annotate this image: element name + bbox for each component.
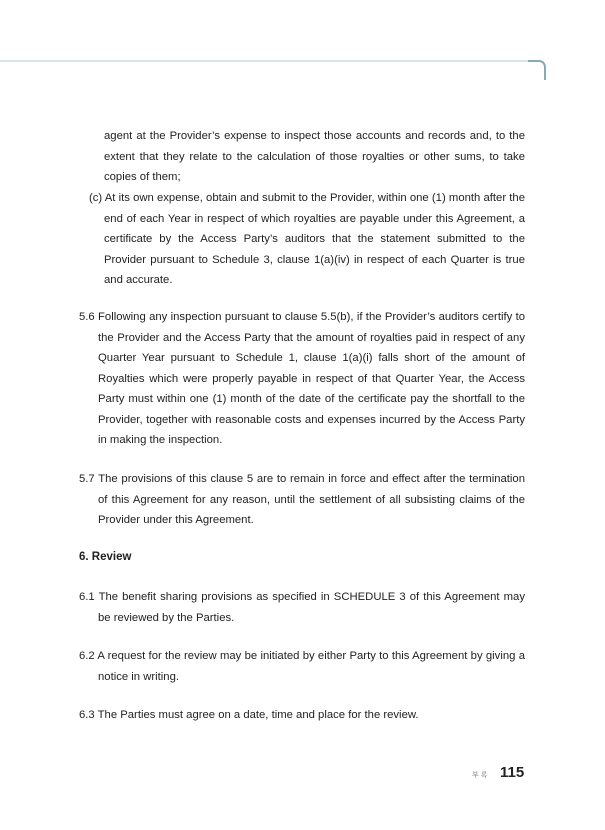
clause-6-3: 6.3 The Parties must agree on a date, time and place for the review.: [79, 709, 419, 721]
clause-5-7: 5.7 The provisions of this clause 5 are to remain in force and effect after the termination of this Agreement for any reason, until the settlement of all subsisting claims of the Provider under this Agreement.: [79, 473, 525, 526]
clause-5-6: 5.6 Following any inspection pursuant to clause 5.5(b), if the Provider’s auditors certify to the Provider and the Access Party that the amount of royalties paid in respect of any Quarter Year pursuant to Schedule 1, clause 1(a)(i) falls short of the amount of Royalties which were properly payable in respect of that Quarter Year, the Access Party must within one (1) month of the date of the certificate pay the shortfall to the Provider, together with reasonable costs and expenses incurred by the Access Party in making the inspection.: [79, 311, 525, 446]
section-heading-review: 6. Review: [79, 551, 132, 563]
page-number: 115: [500, 764, 525, 781]
footer-section-label: 부록: [472, 772, 490, 779]
clause-6-2: 6.2 A request for the review may be initiated by either Party to this Agreement by giving a notice in writing.: [79, 650, 525, 683]
paragraph-item-b-continuation: agent at the Provider’s expense to inspect those accounts and records and, to the extent that they relate to the calculation of those royalties or other sums, to take copies of them;: [104, 130, 525, 183]
paragraph-item-c: (c) At its own expense, obtain and submit to the Provider, within one (1) month after the end of each Year in respect of which royalties are payable under this Agreement, a certificate by the Access Party’s auditors that the statement submitted to the Provider pursuant to Schedule 3, clause 1(a)(iv) in respect of each Quarter is true and accurate.: [89, 192, 525, 286]
clause-6-1: 6.1 The benefit sharing provisions as specified in SCHEDULE 3 of this Agreement may be reviewed by the Parties.: [79, 591, 525, 624]
header-corner-bracket: [528, 60, 546, 80]
header-rule: [0, 60, 537, 62]
